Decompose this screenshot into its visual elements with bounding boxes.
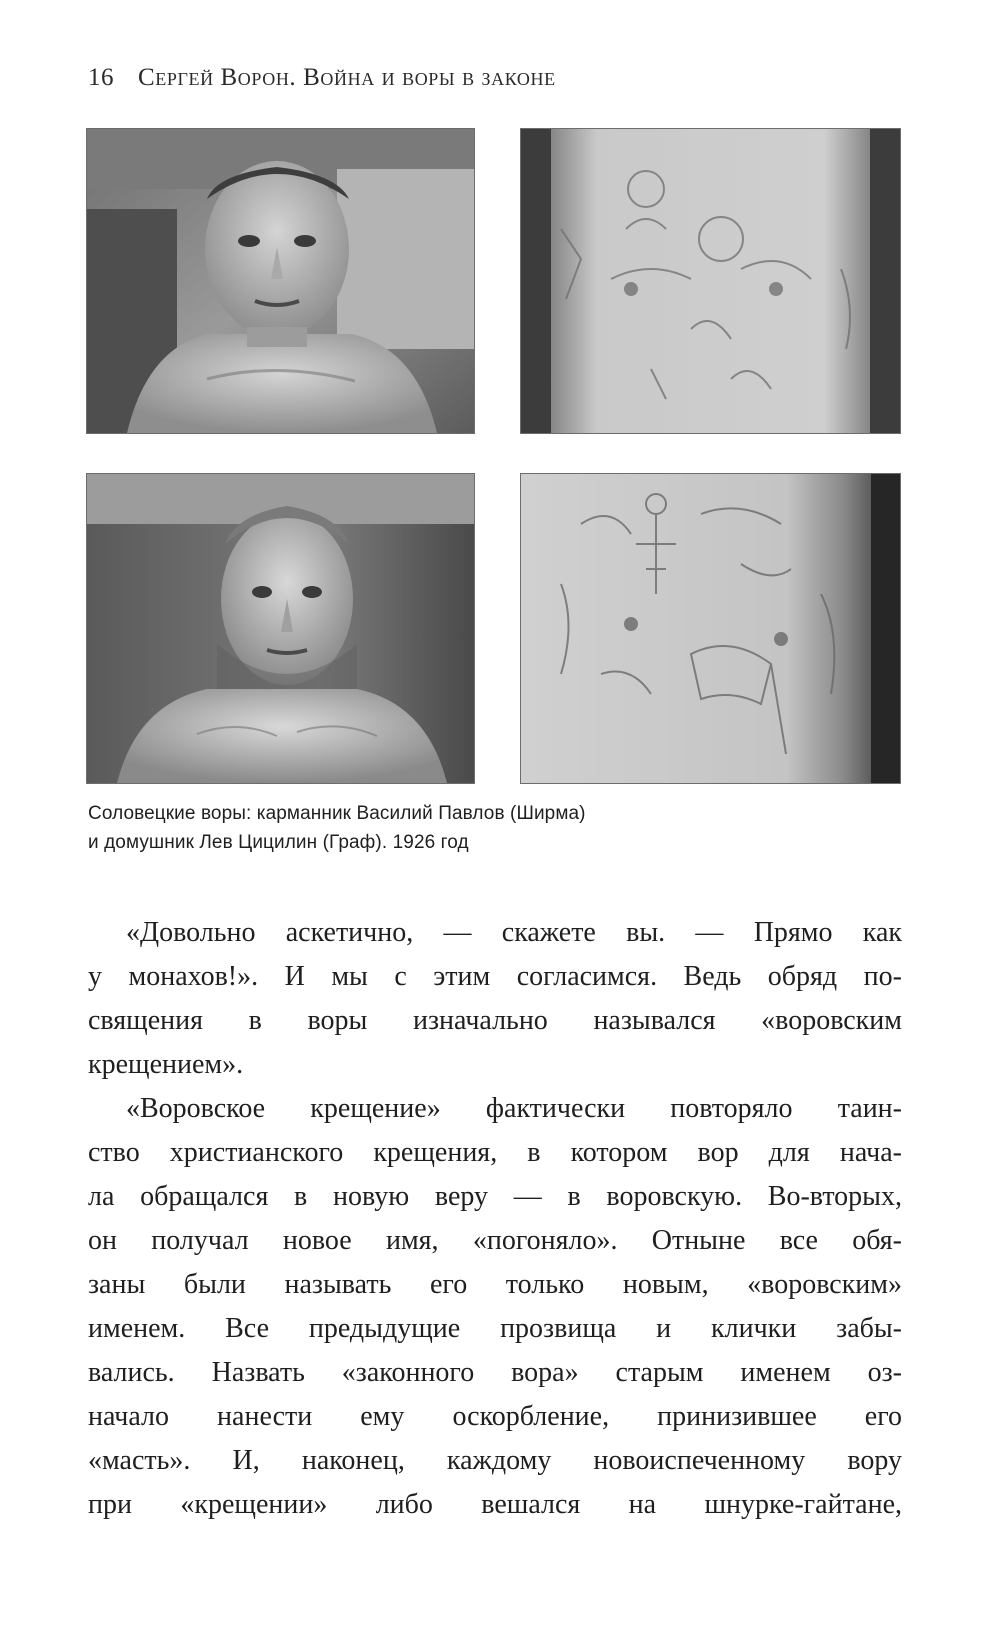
portrait-photo-1	[86, 128, 475, 434]
paragraph-1-line: крещением».	[88, 1049, 244, 1080]
torso-photo-2	[520, 473, 901, 784]
paragraph-2-line: ла обращался в новую веру — в воровскую. Во-вторых,	[88, 1181, 902, 1212]
caption-line-2: и домушник Лев Цицилин (Граф). 1926 год	[88, 832, 469, 853]
torso-photo-1	[520, 128, 901, 434]
page-number: 16	[88, 64, 114, 91]
portrait-photo-2	[86, 473, 475, 784]
photo-caption	[88, 799, 808, 857]
paragraph-2-line: при «крещении» либо вешался на шнурке-гайтане,	[88, 1489, 902, 1520]
paragraph-1-line: «Довольно аскетично, — скажете вы. — Прямо как	[126, 917, 902, 948]
caption-line-1: Соловецкие воры: карманник Василий Павлов (Ширма)	[88, 803, 586, 824]
paragraph-2-line: «масть». И, наконец, каждому новоиспеченному вору	[88, 1445, 902, 1476]
running-title: Сергей Ворон. Война и воры в законе	[138, 64, 556, 91]
paragraph-2-line: именем. Все предыдущие прозвища и клички забы-	[88, 1313, 902, 1344]
paragraph-2-line: заны были называть его только новым, «воровским»	[88, 1269, 902, 1300]
running-header	[88, 64, 908, 96]
paragraph-2-line: вались. Назвать «законного вора» старым именем оз-	[88, 1357, 902, 1388]
torso-photo-1-image	[521, 129, 900, 433]
photo-grid	[86, 128, 899, 782]
paragraph-2-line: начало нанести ему оскорбление, принизившее его	[88, 1401, 902, 1432]
torso-photo-2-image	[521, 474, 900, 783]
paragraph-2-line: он получал новое имя, «погоняло». Отныне все обя-	[88, 1225, 902, 1256]
paragraph-2-line: «Воровское крещение» фактически повторяло таин-	[126, 1093, 902, 1124]
portrait-photo-2-image	[87, 474, 474, 783]
paragraph-2-line: ство христианского крещения, в котором вор для нача-	[88, 1137, 902, 1168]
body-text	[88, 911, 902, 1527]
paragraph-1-line: священия в воры изначально назывался «воровским	[88, 1005, 902, 1036]
paragraph-1-line: у монахов!». И мы с этим согласимся. Ведь обряд по-	[88, 961, 902, 992]
portrait-photo-1-image	[87, 129, 474, 433]
